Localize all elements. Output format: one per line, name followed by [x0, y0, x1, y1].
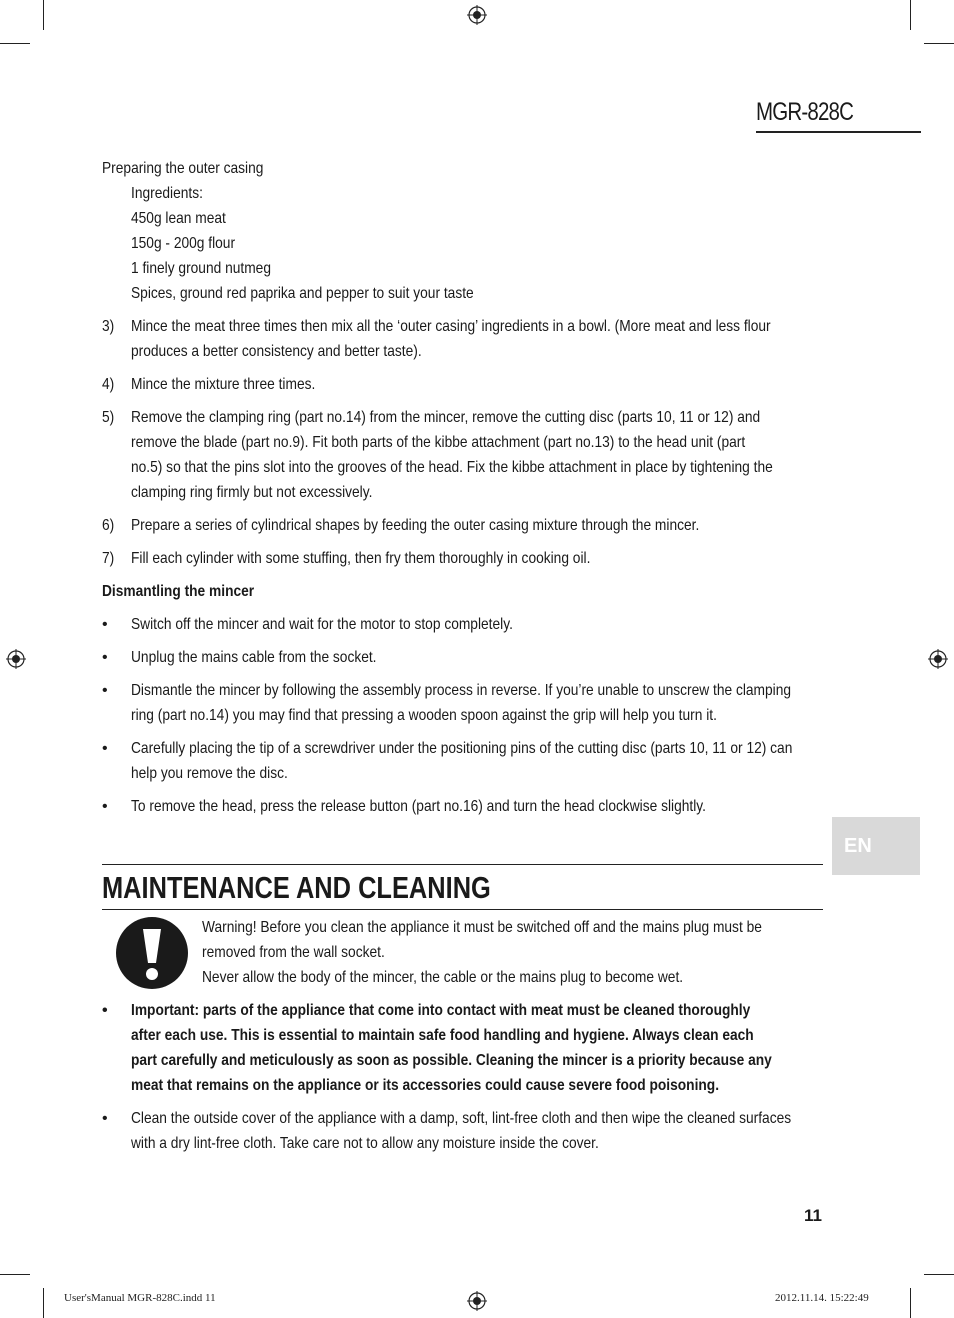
important-text: after each use. This is essential to maintain safe food handling and hygiene. Always clean each [131, 1027, 754, 1044]
important-text: meat that remains on the appliance or its accessories could cause severe food poisoning. [131, 1077, 720, 1094]
warning-text: Warning! Before you clean the appliance it must be switched off and the mains plug must be removed from the wall socket. Never allow the body of the mincer, the cable or the mains plug to become wet. [202, 919, 762, 986]
important-text: part carefully and meticulously as soon as possible. Cleaning the mincer is a priority because any [131, 1052, 772, 1069]
bullet-item [102, 736, 824, 786]
language-tab: EN [832, 817, 920, 875]
step-text: remove the blade (part no.9). Fit both parts of the kibbe attachment (part no.13) to the head unit (part [131, 434, 746, 451]
bullet-item [102, 794, 824, 819]
step-number: 4) [102, 376, 115, 393]
step-item [102, 314, 824, 364]
registration-mark-icon [467, 5, 487, 25]
footer-file: User'sManual MGR-828C.indd 11 [64, 1292, 216, 1304]
step-text: Fill each cylinder with some stuffing, then fry them thoroughly in cooking oil. [131, 550, 591, 567]
bullet-text: To remove the head, press the release button (part no.16) and turn the head clockwise slightly. [131, 798, 706, 815]
step-number: 7) [102, 550, 115, 567]
section-divider [102, 909, 823, 910]
crop-mark [0, 1274, 30, 1275]
step-text: clamping ring firmly but not excessively. [131, 484, 373, 501]
section-divider [102, 864, 823, 865]
step-text: no.5) so that the pins slot into the grooves of the head. Fix the kibbe attachment in place by tightening the [131, 459, 773, 476]
bullet-icon: • [102, 1002, 108, 1019]
step-item [102, 405, 824, 505]
instructions-content [102, 156, 824, 819]
important-text: Important: parts of the appliance that come into contact with meat must be cleaned thoroughly [131, 1002, 751, 1019]
step-text: produces a better consistency and better taste). [131, 343, 422, 360]
bullet-item [102, 645, 824, 670]
bullet-icon: • [102, 649, 108, 666]
bullet-icon: • [102, 1110, 108, 1127]
section-heading: Preparing the outer casing [102, 160, 264, 177]
page-number: 11 [804, 1206, 822, 1225]
bullet-item [102, 998, 824, 1098]
bullet-item [102, 678, 824, 728]
ingredient-item: 1 finely ground nutmeg [131, 260, 271, 277]
bullet-text: Carefully placing the tip of a screwdriver under the positioning pins of the cutting disc (parts 10, 11 or 12) can [131, 740, 793, 757]
registration-mark-icon [928, 649, 948, 669]
bullet-text: help you remove the disc. [131, 765, 288, 782]
bullet-item [102, 1106, 824, 1156]
step-number: 6) [102, 517, 115, 534]
bullet-icon: • [102, 682, 108, 699]
model-header: MGR-828C [756, 98, 921, 133]
step-item [102, 546, 824, 571]
step-text: Mince the mixture three times. [131, 376, 316, 393]
step-number: 3) [102, 318, 115, 335]
registration-mark-icon [6, 649, 26, 669]
step-item [102, 372, 824, 397]
bullet-icon: • [102, 798, 108, 815]
crop-mark [924, 43, 954, 44]
step-text: Prepare a series of cylindrical shapes by feeding the outer casing mixture through the mincer. [131, 517, 700, 534]
bullet-item [102, 612, 824, 637]
bullet-icon: • [102, 616, 108, 633]
maintenance-title: MAINTENANCE AND CLEANING [102, 870, 491, 905]
bullet-icon: • [102, 740, 108, 757]
step-number: 5) [102, 409, 115, 426]
cleaning-text: with a dry lint-free cloth. Take care not to allow any moisture inside the cover. [131, 1135, 599, 1152]
bullet-text: ring (part no.14) you may find that pressing a wooden spoon against the grip will help you turn it. [131, 707, 717, 724]
crop-mark [43, 1288, 44, 1318]
crop-mark [924, 1274, 954, 1275]
ingredient-item: 450g lean meat [131, 210, 226, 227]
registration-mark-icon [467, 1291, 487, 1311]
dismantling-heading: Dismantling the mincer [102, 583, 255, 600]
ingredient-item: 150g - 200g flour [131, 235, 236, 252]
footer-timestamp: 2012.11.14. 15:22:49 [775, 1292, 869, 1304]
step-item [102, 513, 824, 538]
bullet-text: Dismantle the mincer by following the assembly process in reverse. If you’re unable to unscrew the clamping [131, 682, 792, 699]
bullet-text: Switch off the mincer and wait for the motor to stop completely. [131, 616, 513, 633]
ingredient-item: Spices, ground red paprika and pepper to suit your taste [131, 285, 474, 302]
bullet-text: Unplug the mains cable from the socket. [131, 649, 377, 666]
ingredients-label: Ingredients: [131, 185, 203, 202]
crop-mark [43, 0, 44, 30]
warning-icon [116, 917, 188, 989]
step-text: Mince the meat three times then mix all the ‘outer casing’ ingredients in a bowl. (More meat and less flour [131, 318, 771, 335]
cleaning-content [102, 990, 824, 1156]
step-text: Remove the clamping ring (part no.14) from the mincer, remove the cutting disc (parts 10, 11 or 12) and [131, 409, 761, 426]
crop-mark [0, 43, 30, 44]
crop-mark [910, 0, 911, 30]
crop-mark [910, 1288, 911, 1318]
cleaning-text: Clean the outside cover of the appliance with a damp, soft, lint-free cloth and then wipe the cleaned surfaces [131, 1110, 792, 1127]
